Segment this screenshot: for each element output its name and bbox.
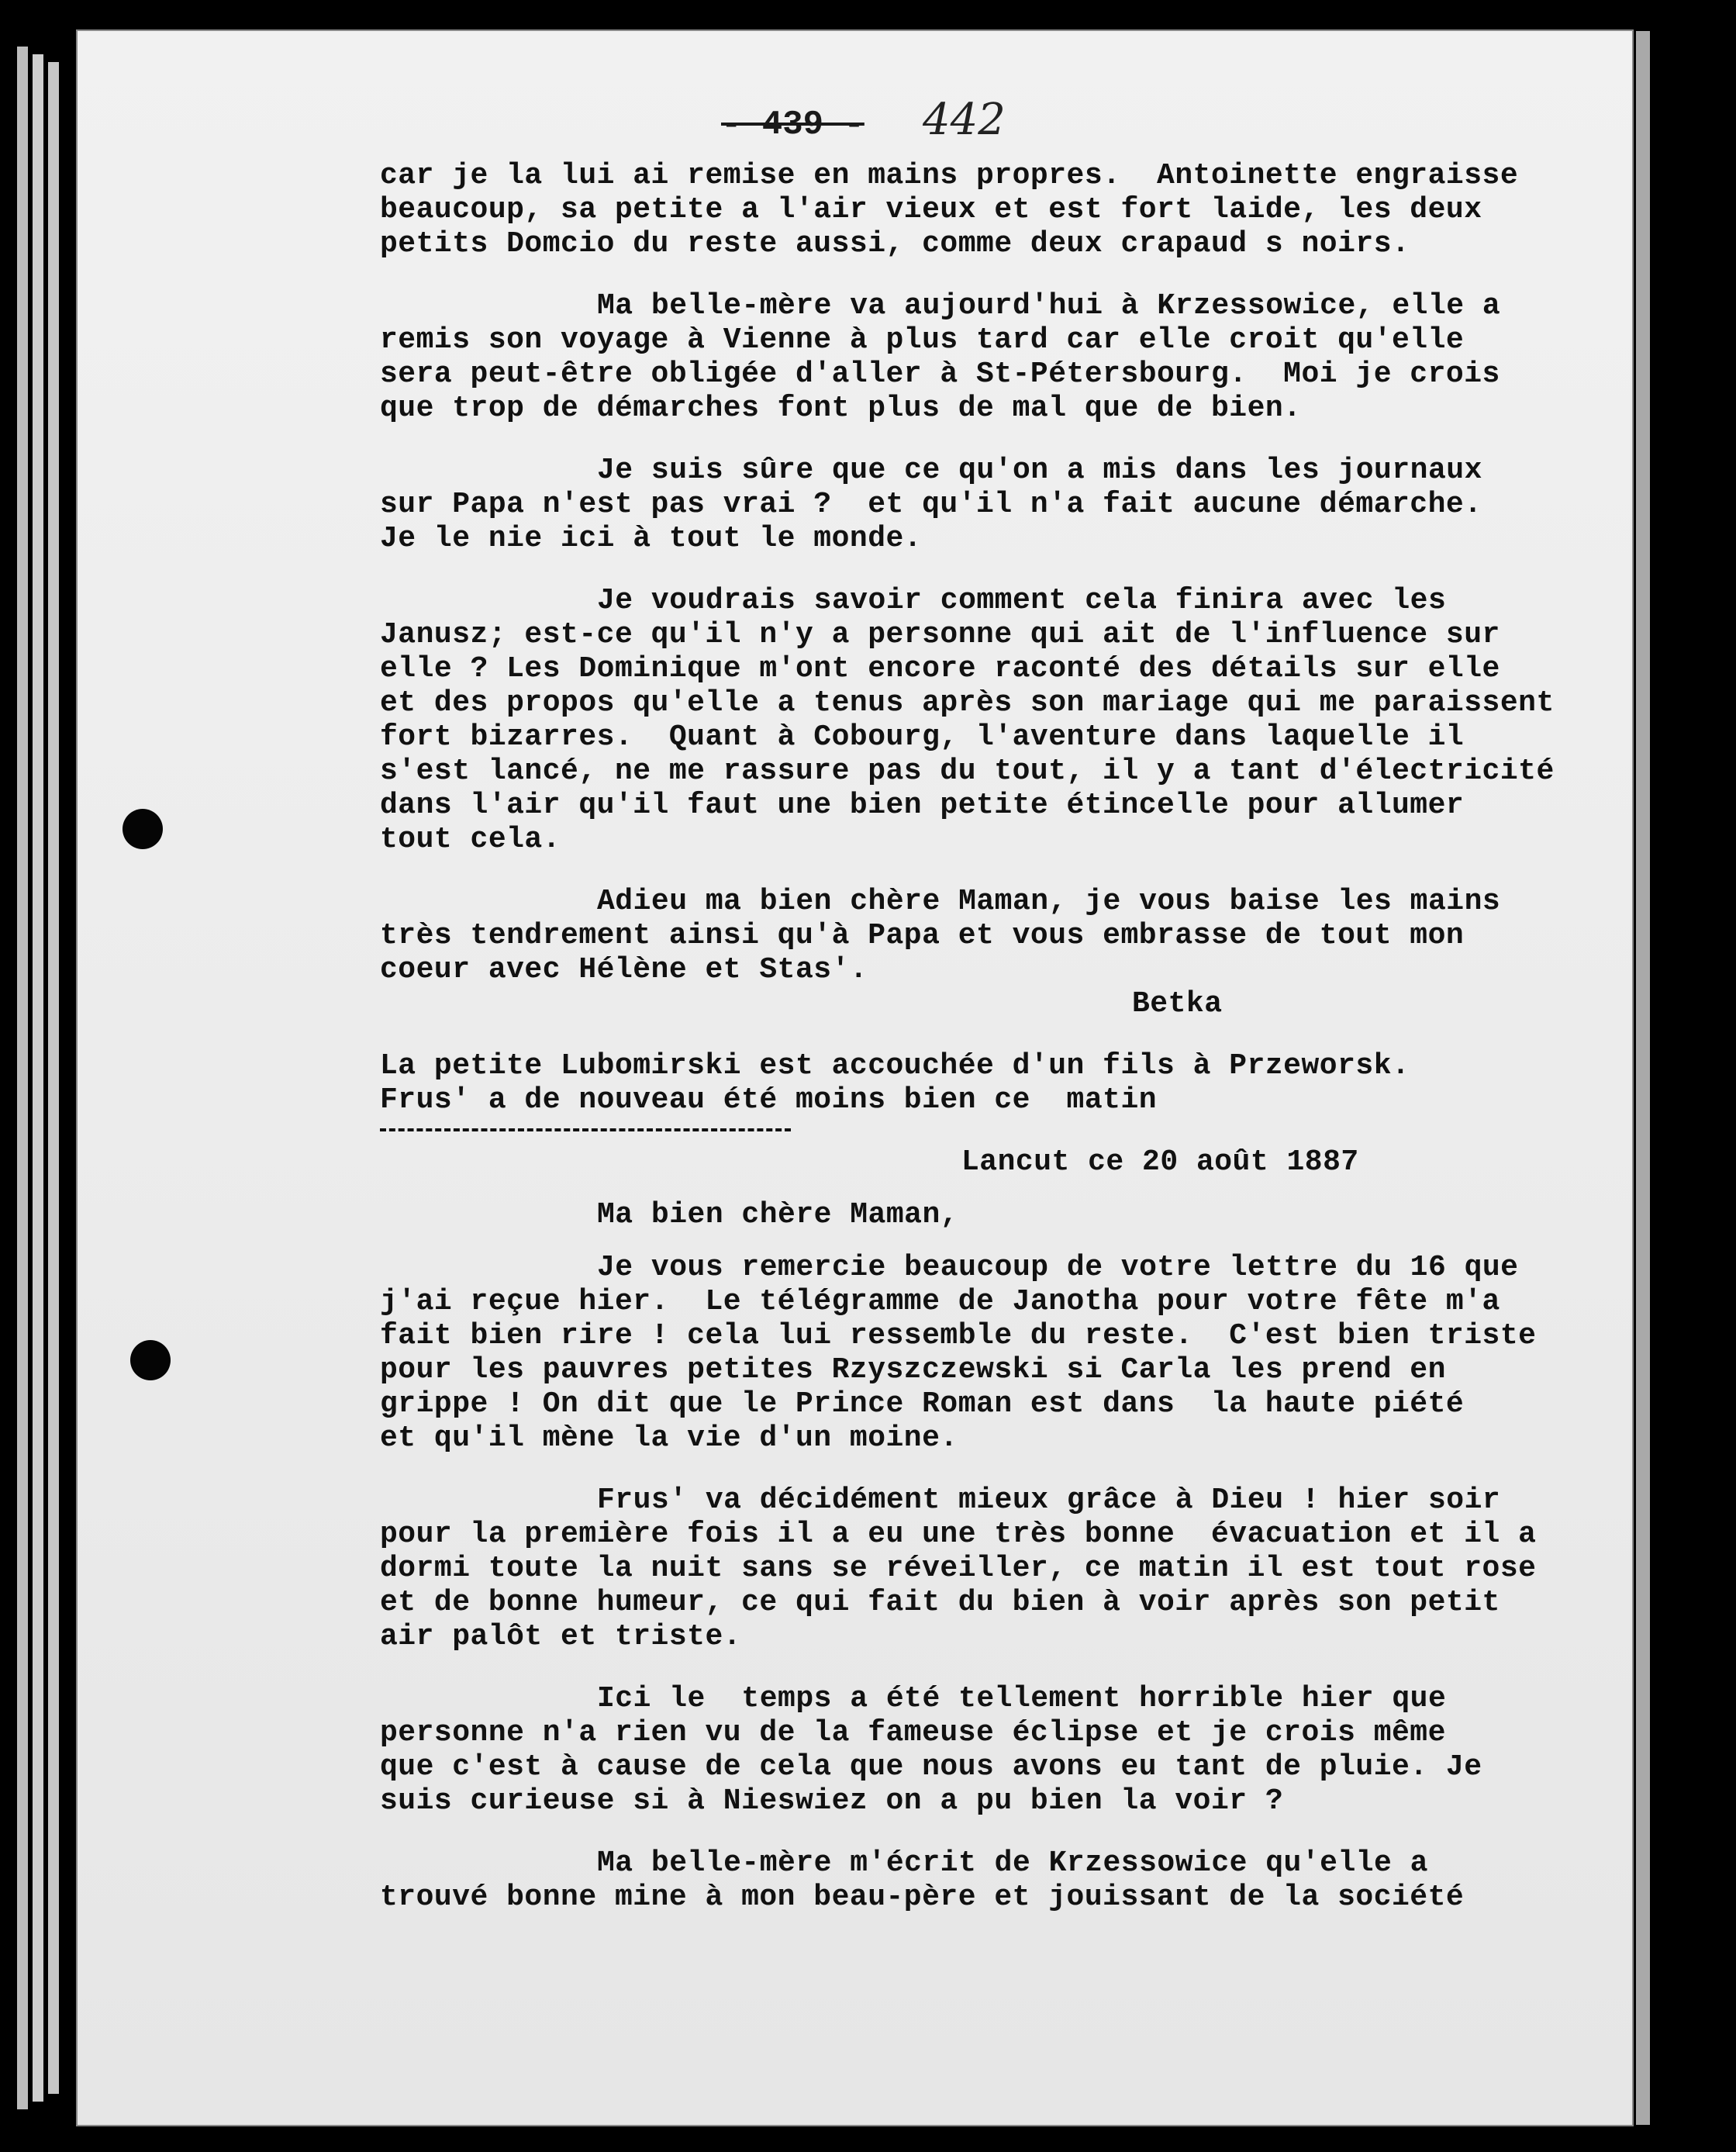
paragraph-line: Ma belle-mère m'écrit de Krzessowice qu'elle a <box>597 1846 1428 1880</box>
paragraph-line: beaucoup, sa petite a l'air vieux et est fort laide, les deux <box>380 193 1482 226</box>
paragraph-line: très tendrement ainsi qu'à Papa et vous embrasse de tout mon <box>380 919 1465 952</box>
paragraph-line: et qu'il mène la vie d'un moine. <box>380 1421 958 1455</box>
paragraph-line: coeur avec Hélène et Stas'. <box>380 953 868 986</box>
paragraph-line: petits Domcio du reste aussi, comme deux crapaud s noirs. <box>380 227 1410 261</box>
paragraph-line: sur Papa n'est pas vrai ? et qu'il n'a fait aucune démarche. <box>380 488 1482 521</box>
paragraph-line: Janusz; est-ce qu'il n'y a personne qui ait de l'influence sur <box>380 618 1500 651</box>
paragraph-line: Je voudrais savoir comment cela finira avec les <box>597 584 1447 617</box>
paragraph-line: pour la première fois il a eu une très bonne évacuation et il a <box>380 1518 1537 1551</box>
letter-body <box>380 159 1644 1915</box>
punch-hole <box>123 809 163 849</box>
postscript-line: La petite Lubomirski est accouchée d'un fils à Przeworsk. <box>380 1049 1410 1083</box>
paragraph-line: sera peut-être obligée d'aller à St-Pétersbourg. Moi je crois <box>380 358 1500 391</box>
typed-page-number: - 439 - <box>721 105 865 144</box>
paragraph-line: Je le nie ici à tout le monde. <box>380 522 923 555</box>
paragraph-gap <box>380 1180 1644 1198</box>
signature: Betka <box>1132 987 1223 1021</box>
paragraph-line: que trop de démarches font plus de mal que de bien. <box>380 392 1302 425</box>
paragraph-gap <box>380 857 1644 885</box>
separator-rule <box>380 1128 791 1131</box>
paragraph-gap <box>380 1232 1644 1251</box>
paragraph-line: Adieu ma bien chère Maman, je vous baise les mains <box>597 885 1501 918</box>
paragraph-line: tout cela. <box>380 823 561 856</box>
paragraph-line: suis curieuse si à Nieswiez on a pu bien la voir ? <box>380 1784 1284 1818</box>
paragraph-gap <box>380 426 1644 454</box>
sheet-edge <box>17 47 28 2109</box>
paragraph-gap <box>380 556 1644 584</box>
postscript-line: Frus' a de nouveau été moins bien ce matin <box>380 1083 1158 1117</box>
paragraph-gap <box>380 1021 1644 1049</box>
paragraph-line: et de bonne humeur, ce qui fait du bien à voir après son petit <box>380 1586 1500 1619</box>
paragraph-line: personne n'a rien vu de la fameuse éclipse et je crois même <box>380 1716 1446 1750</box>
place-date: Lancut ce 20 août 1887 <box>961 1145 1359 1179</box>
paragraph-line: Ici le temps a été tellement horrible hier que <box>597 1682 1447 1715</box>
paragraph-line: fort bizarres. Quant à Cobourg, l'aventure dans laquelle il <box>380 720 1465 754</box>
paragraph-line: Je vous remercie beaucoup de votre lettre du 16 que <box>597 1251 1519 1284</box>
paragraph-gap <box>380 1819 1644 1846</box>
paragraph-line: Frus' va décidément mieux grâce à Dieu ! hier soir <box>597 1484 1501 1517</box>
paragraph-gap <box>380 1456 1644 1484</box>
paragraph-line: et des propos qu'elle a tenus après son mariage qui me paraissent <box>380 686 1555 720</box>
salutation: Ma bien chère Maman, <box>597 1198 959 1231</box>
paragraph-line: car je la lui ai remise en mains propres. Antoinette engraisse <box>380 159 1519 192</box>
paragraph-line: elle ? Les Dominique m'ont encore raconté des détails sur elle <box>380 652 1500 686</box>
paragraph-line: dans l'air qu'il faut une bien petite étincelle pour allumer <box>380 789 1465 822</box>
sheet-edge <box>48 62 59 2094</box>
paragraph-gap <box>380 1654 1644 1682</box>
paragraph-line: pour les pauvres petites Rzyszczewski si Carla les prend en <box>380 1353 1446 1387</box>
handwritten-page-number: 442 <box>923 95 1006 145</box>
paragraph-gap <box>380 261 1644 289</box>
paragraph-line: remis son voyage à Vienne à plus tard car elle croit qu'elle <box>380 323 1465 357</box>
paragraph-line: j'ai reçue hier. Le télégramme de Janotha pour votre fête m'a <box>380 1285 1500 1318</box>
page-header <box>721 95 1006 145</box>
paragraph-line: trouvé bonne mine à mon beau-père et jouissant de la société <box>380 1881 1465 1914</box>
paragraph-line: Ma belle-mère va aujourd'hui à Krzessowice, elle a <box>597 289 1501 323</box>
sheet-edge <box>33 54 43 2102</box>
paragraph-line: que c'est à cause de cela que nous avons eu tant de pluie. Je <box>380 1750 1482 1784</box>
paragraph-line: air palôt et triste. <box>380 1620 742 1653</box>
paragraph-line: s'est lancé, ne me rassure pas du tout, il y a tant d'électricité <box>380 755 1555 788</box>
paragraph-line: dormi toute la nuit sans se réveiller, ce matin il est tout rose <box>380 1552 1537 1585</box>
paragraph-line: grippe ! On dit que le Prince Roman est dans la haute piété <box>380 1387 1465 1421</box>
paragraph-line: fait bien rire ! cela lui ressemble du reste. C'est bien triste <box>380 1319 1537 1352</box>
paragraph-line: Je suis sûre que ce qu'on a mis dans les journaux <box>597 454 1482 487</box>
punch-hole <box>130 1340 171 1380</box>
